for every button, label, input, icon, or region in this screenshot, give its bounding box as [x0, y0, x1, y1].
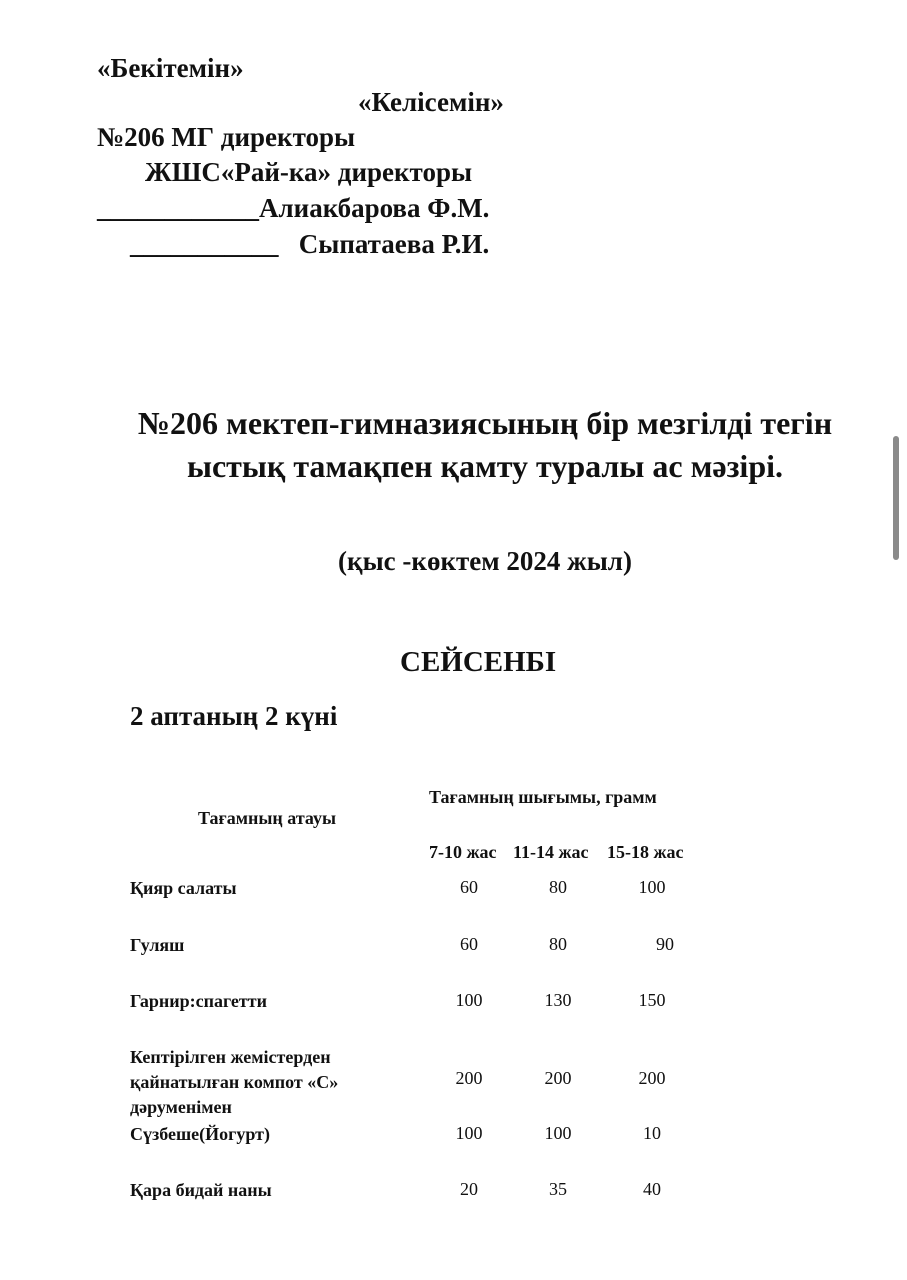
signature-line-sypataeva: ___________ Сыпатаева Р.И. [130, 229, 490, 259]
yield-value: 130 [544, 990, 572, 1010]
yield-value: 200 [638, 1068, 666, 1088]
column-header-yield: Тағамның шығымы, грамм [429, 787, 657, 807]
week-day-label: 2 аптаның 2 күні [130, 701, 338, 731]
column-header-dish-name: Тағамның атауы [198, 808, 337, 828]
yield-value: 200 [455, 1068, 483, 1088]
yield-value: 150 [638, 990, 666, 1010]
age-header-7-10: 7-10 жас [429, 842, 497, 862]
document-title: №206 мектеп-гимназиясының бір мезгілді тегін ыстық тамақпен қамту туралы ас мәзірі. [137, 405, 833, 484]
document-subtitle: (қыс -көктем 2024 жыл) [338, 546, 632, 576]
yield-value: 100 [638, 877, 666, 897]
dish-name: Қара бидай наны [130, 1180, 272, 1200]
agree-label: «Келісемін» [358, 87, 504, 117]
yield-value: 60 [460, 877, 478, 897]
day-heading: СЕЙСЕНБІ [400, 646, 557, 678]
vertical-scrollbar[interactable] [893, 436, 899, 560]
yield-value: 90 [656, 934, 674, 954]
yield-value: 100 [455, 990, 483, 1010]
dish-name: Қияр салаты [130, 878, 237, 898]
yield-value: 80 [549, 877, 567, 897]
dish-name: Гуляш [130, 935, 185, 955]
llp-director-label: ЖШС«Рай-ка» директоры [145, 157, 473, 187]
yield-value: 20 [460, 1179, 478, 1199]
yield-value: 10 [643, 1123, 661, 1143]
dish-name-line: қайнатылған компот «С» [130, 1072, 339, 1092]
approve-label: «Бекітемін» [97, 53, 244, 83]
yield-value: 200 [544, 1068, 572, 1088]
yield-value: 60 [460, 934, 478, 954]
signature-line-aliakbarova: ____________Алиакбарова Ф.М. [97, 193, 490, 223]
yield-value: 100 [544, 1123, 572, 1143]
yield-value: 40 [643, 1179, 661, 1199]
age-header-15-18: 15-18 жас [607, 842, 684, 862]
age-header-11-14: 11-14 жас [513, 842, 589, 862]
dish-name: Сүзбеше(Йогурт) [130, 1124, 270, 1144]
dish-name-line: Кептірілген жемістерден [130, 1047, 331, 1067]
yield-value: 80 [549, 934, 567, 954]
dish-name: Гарнир:спагетти [130, 991, 267, 1011]
school-director-label: №206 МГ директоры [97, 122, 356, 152]
dish-name-line: дәруменімен [130, 1097, 232, 1117]
yield-value: 100 [455, 1123, 483, 1143]
yield-value: 35 [549, 1179, 567, 1199]
